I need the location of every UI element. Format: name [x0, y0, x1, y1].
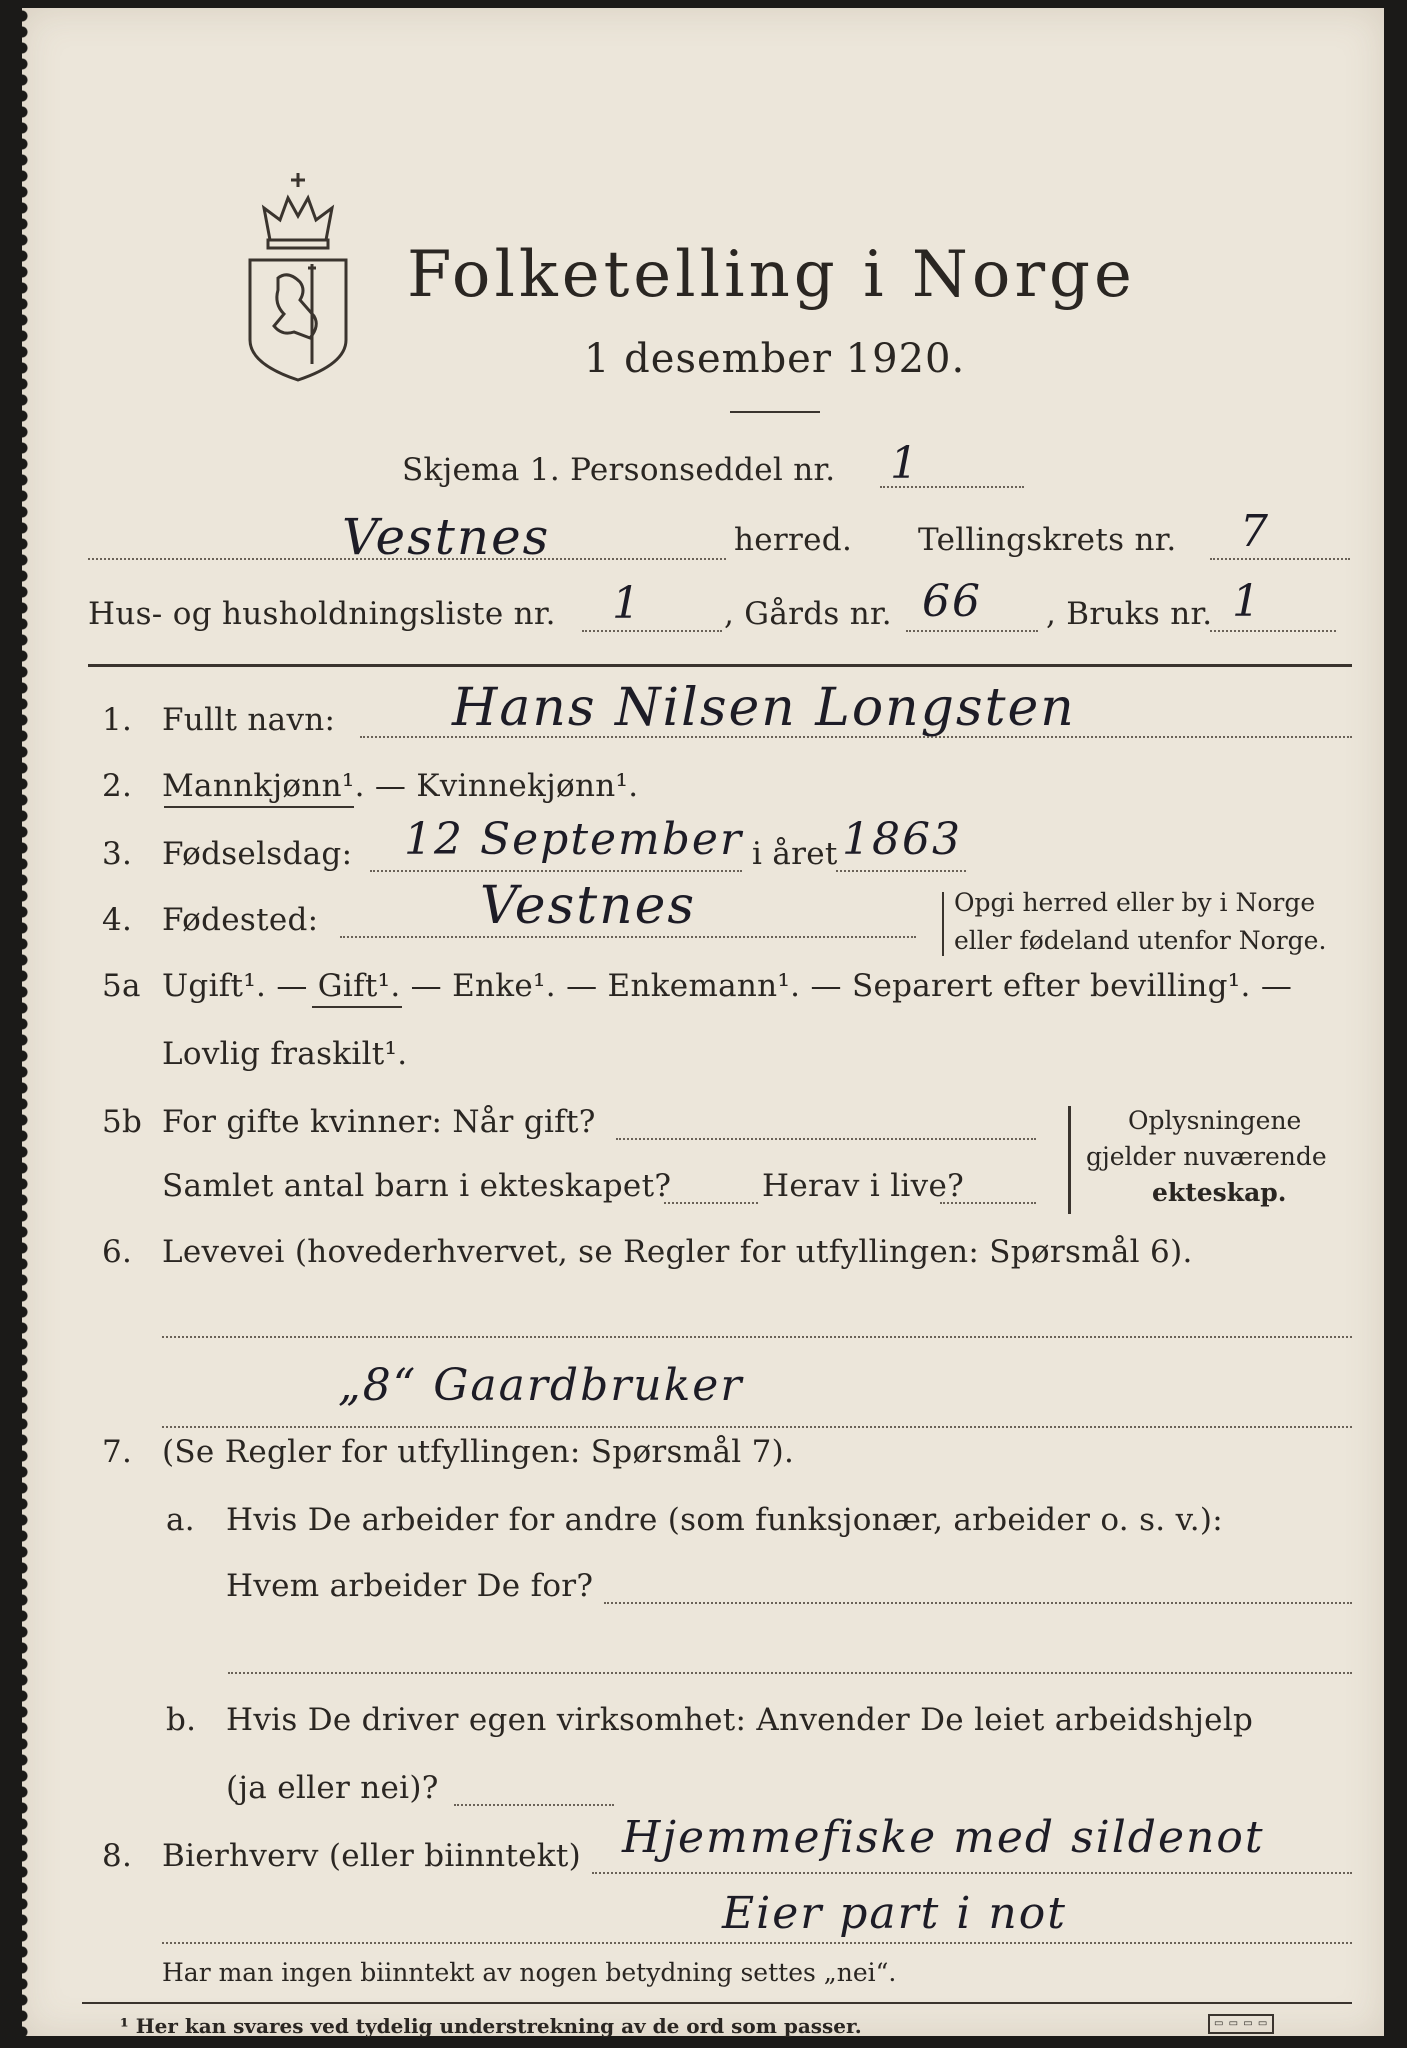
when-married-label: For gifte kvinner: Når gift? — [162, 1104, 596, 1140]
form-title: Folketelling i Norge — [407, 238, 1136, 312]
secondary-income-label: Bierhverv (eller biinntekt) — [162, 1838, 582, 1874]
secondary-income-value-1[interactable]: Hjemmefiske med sildenot — [622, 1812, 1265, 1863]
full-name-value[interactable]: Hans Nilsen Longsten — [452, 678, 1076, 738]
marital-status-options: Ugift¹. — Gift¹. — Enke¹. — Enkemann¹. — Separert efter bevilling¹. — — [162, 968, 1293, 1004]
q7a-question: Hvis De arbeider for andre (som funksjonær, arbeider o. s. v.): — [226, 1502, 1224, 1538]
farm-number-value[interactable]: 66 — [922, 576, 982, 627]
birthday-value[interactable]: 12 September — [404, 814, 744, 865]
birthplace-note-2: eller fødeland utenfor Norge. — [954, 926, 1327, 955]
birth-year-label: i året — [752, 836, 838, 872]
perforated-edge — [22, 8, 36, 2036]
marital-status-options-2: Lovlig fraskilt¹. — [162, 1036, 408, 1072]
q7b-yes-no-label: (ja eller nei)? — [226, 1770, 439, 1806]
header-rule — [88, 664, 1352, 667]
current-marriage-note-1: Oplysningene — [1128, 1106, 1302, 1135]
alive-label: Herav i live? — [762, 1168, 965, 1204]
census-form: Folketelling i Norge 1 desember 1920. Skjema 1. Personseddel nr. 1 Vestnes herred. Tellingskrets nr. 7 Hus- og husholdningsliste nr. 1 , Gårds nr. 66 , Bruks nr. 1 1. Fullt navn: Hans Nilsen Longsten 2. Mannkjønn¹. — Kvinnekjønn¹. 3. Fødselsdag: 12 September i året 1863 4. Fødested: Vestnes Opgi herred eller by i Norge eller fødeland utenfor Norge. 5a Ugift¹. — Gift¹. — Enke¹. — Enkemann¹. — Separert efter bevilling¹. — Lovlig fraskilt¹. 5b For gifte kvinner: Når gift? Samlet antal barn i ekteskapet? Herav i live? Oplysningene gjelder nuværende ekteskap. 6. Levevei (hovederhvervet, se Regler for utfyllingen: Spørsmål 6). „8“ Gaardbruker 7. (Se Regler for utfyllingen: Spørsmål 7). a. Hvis De arbeider for andre (som funksjonær, arbeider o. s. v.): Hvem arbeider De for? b. Hvis De driver egen virksomhet: Anvender De leiet arbeidshjelp (ja eller nei)? 8. Bierhverv (eller biinntekt) Hjemmefiske med sildenot Eier part i not Har man ingen biinntekt av nogen betydning settes „nei“. ¹ Her kan svares ved tydelig understrekning av de ord som passer. ▭ ▭ ▭ ▭ — [22, 8, 1384, 2036]
birthplace-note-1: Opgi herred eller by i Norge — [954, 888, 1316, 917]
farm-number-label: , Gårds nr. — [724, 596, 892, 632]
title-divider — [730, 411, 820, 413]
current-marriage-note-3: ekteskap. — [1152, 1178, 1287, 1207]
census-date: 1 desember 1920. — [584, 336, 966, 382]
printer-stamp: ▭ ▭ ▭ ▭ — [1208, 2014, 1274, 2034]
coat-of-arms-icon — [238, 168, 358, 383]
secondary-income-value-2[interactable]: Eier part i not — [722, 1888, 1067, 1939]
full-name-label: Fullt navn: — [162, 702, 336, 738]
birthday-label: Fødselsdag: — [162, 836, 353, 872]
q7-label: (Se Regler for utfyllingen: Spørsmål 7). — [162, 1434, 795, 1470]
children-label: Samlet antal barn i ekteskapet? — [162, 1168, 672, 1204]
household-list-value[interactable]: 1 — [612, 578, 642, 629]
enumeration-district-label: Tellingskrets nr. — [918, 522, 1177, 558]
municipality-value[interactable]: Vestnes — [342, 508, 551, 566]
enumeration-district-value[interactable]: 7 — [1240, 506, 1270, 557]
person-number-value[interactable]: 1 — [890, 438, 920, 489]
herred-label: herred. — [734, 522, 853, 558]
sex-options: Mannkjønn¹. — Kvinnekjønn¹. — [162, 768, 639, 804]
birthplace-label: Fødested: — [162, 902, 319, 938]
use-number-value[interactable]: 1 — [1232, 576, 1262, 627]
use-number-label: , Bruks nr. — [1046, 596, 1213, 632]
footnote: ¹ Her kan svares ved tydelig understrekning av de ord som passer. — [120, 2014, 862, 2038]
married-underline — [312, 1006, 402, 1008]
q7b-question: Hvis De driver egen virksomhet: Anvender De leiet arbeidshjelp — [226, 1702, 1254, 1738]
male-underline — [164, 806, 354, 808]
occupation-label: Levevei (hovederhvervet, se Regler for utfyllingen: Spørsmål 6). — [162, 1234, 1193, 1270]
schema-label: Skjema 1. Personseddel nr. — [402, 452, 836, 488]
footer-rule — [82, 2002, 1352, 2004]
occupation-value[interactable]: „8“ Gaardbruker — [338, 1360, 744, 1411]
household-list-label: Hus- og husholdningsliste nr. — [88, 596, 556, 632]
employer-label: Hvem arbeider De for? — [226, 1568, 594, 1604]
secondary-income-note: Har man ingen biinntekt av nogen betydning settes „nei“. — [162, 1958, 897, 1987]
current-marriage-note-2: gjelder nuværende — [1086, 1142, 1327, 1171]
birth-year-value[interactable]: 1863 — [842, 814, 962, 865]
birthplace-value[interactable]: Vestnes — [480, 876, 697, 936]
